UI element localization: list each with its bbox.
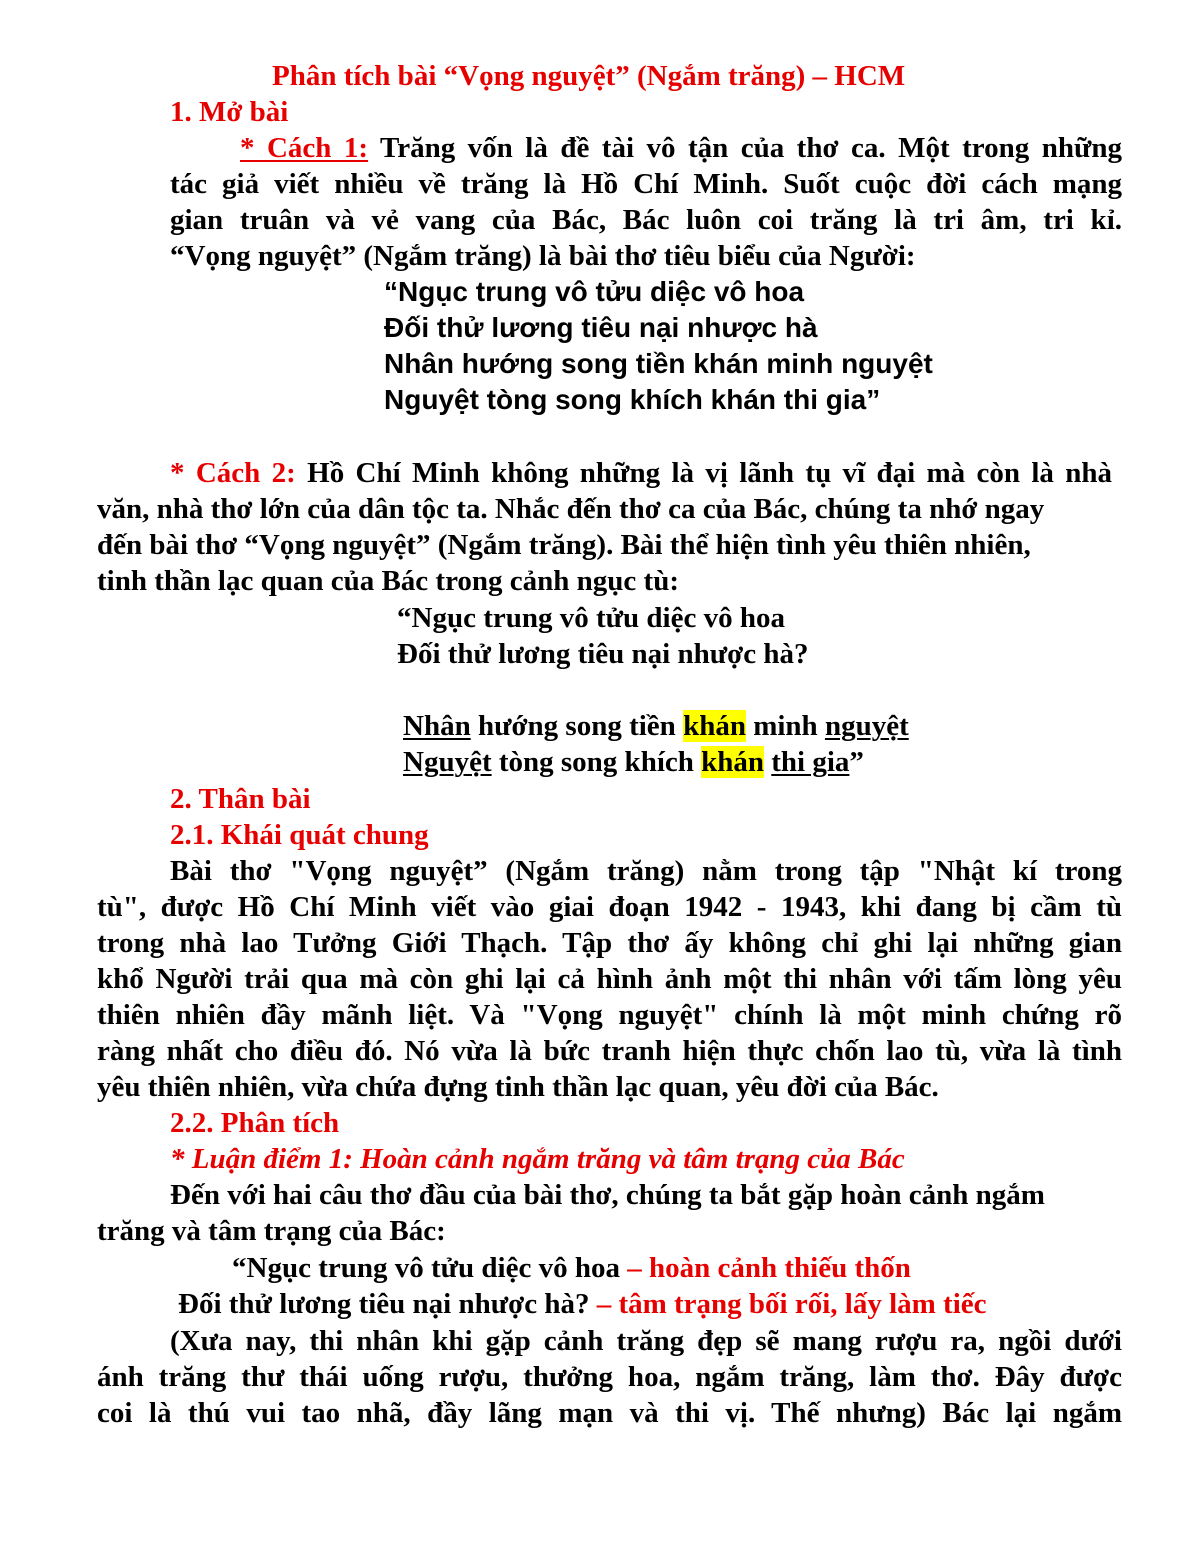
cach1-label: * Cách 1: xyxy=(240,132,369,164)
cach2-line: văn, nhà thơ lớn của dân tộc ta. Nhắc đến thơ ca của Bác, chúng ta nhớ ngay xyxy=(97,493,1045,525)
cach2-poem-line-4 xyxy=(403,744,864,780)
para-line: ánh trăng thư thái uống rượu, thưởng hoa, ngắm trăng, làm thơ. Đây được xyxy=(97,1361,1122,1393)
para-line: coi là thú vui tao nhã, đầy lãng mạn và thi vị. Thế nhưng) Bác lại ngắm xyxy=(97,1397,1122,1429)
cach1-first-line xyxy=(240,130,1122,166)
verse-note: – tâm trạng bối rối, lấy làm tiếc xyxy=(596,1288,987,1320)
verse-note: – hoàn cảnh thiếu thốn xyxy=(627,1252,911,1284)
para-line: khổ Người trải qua mà còn ghi lại cả hình ảnh một thi nhân với tấm lòng yêu xyxy=(97,963,1122,995)
highlighted-word: khán xyxy=(701,746,765,778)
poem-word: Nhân xyxy=(403,710,471,742)
poem-word: ” xyxy=(849,746,864,778)
cach1-line: “Vọng nguyệt” (Ngắm trăng) là bài thơ tiêu biểu của Người: xyxy=(170,240,916,272)
para-line: ràng nhất cho điều đó. Nó vừa là bức tranh hiện thực chốn lao tù, vừa là tình xyxy=(97,1035,1122,1067)
cach1-poem-line: Nhân hướng song tiền khán minh nguyệt xyxy=(384,348,933,379)
cach2-first-text: Hồ Chí Minh không những là vị lãnh tụ vĩ đại mà còn là nhà xyxy=(307,457,1112,489)
cach1-poem-line: Đối thử lương tiêu nại nhược hà xyxy=(384,312,818,343)
cach2-line: đến bài thơ “Vọng nguyệt” (Ngắm trăng). Bài thể hiện tình yêu thiên nhiên, xyxy=(97,529,1031,561)
cach1-line: gian truân và vẻ vang của Bác, Bác luôn coi trăng là tri âm, tri kỉ. xyxy=(170,204,1122,236)
subheading-khai-quat: 2.1. Khái quát chung xyxy=(170,819,429,851)
poem-word: nguyệt xyxy=(824,710,909,742)
verse-line-1 xyxy=(232,1250,911,1286)
para-line: trăng và tâm trạng của Bác: xyxy=(97,1215,446,1247)
argument-heading: * Luận điểm 1: Hoàn cảnh ngắm trăng và tâm trạng của Bác xyxy=(170,1143,905,1175)
verse-text: Đối thử lương tiêu nại nhược hà? xyxy=(178,1288,597,1320)
poem-word: minh xyxy=(745,710,825,742)
para-line: Đến với hai câu thơ đầu của bài thơ, chúng ta bắt gặp hoàn cảnh ngắm xyxy=(170,1179,1045,1211)
para-line: thiên nhiên đầy mãnh liệt. Và "Vọng nguyệt" chính là một minh chứng rõ xyxy=(97,999,1122,1031)
para-line: trong nhà lao Tưởng Giới Thạch. Tập thơ ấy không chỉ ghi lại những gian xyxy=(97,927,1122,959)
cach1-line: tác giả viết nhiều về trăng là Hồ Chí Minh. Suốt cuộc đời cách mạng xyxy=(170,168,1122,200)
cach2-first-line xyxy=(170,455,1112,491)
cach1-poem-line: Nguyệt tòng song khích khán thi gia” xyxy=(384,384,881,415)
document-title: Phân tích bài “Vọng nguyệt” (Ngắm trăng) – HCM xyxy=(272,60,906,92)
para-line: tù", được Hồ Chí Minh viết vào giai đoạn 1942 - 1943, khi đang bị cầm tù xyxy=(97,891,1122,923)
para-line: (Xưa nay, thi nhân khi gặp cảnh trăng đẹp sẽ mang rượu ra, ngồi dưới xyxy=(170,1325,1122,1357)
cach2-poem-line: Đối thử lương tiêu nại nhược hà? xyxy=(397,638,809,670)
highlighted-word: khán xyxy=(683,710,746,742)
poem-word: Nguyệt xyxy=(403,746,492,778)
verse-text: “Ngục trung vô tửu diệc vô hoa xyxy=(232,1252,628,1284)
cach2-label: * Cách 2: xyxy=(170,457,296,489)
para-line: yêu thiên nhiên, vừa chứa đựng tinh thần lạc quan, yêu đời của Bác. xyxy=(97,1071,939,1103)
verse-line-2 xyxy=(178,1286,987,1322)
cach1-first-text: Trăng vốn là đề tài vô tận của thơ ca. Một trong những xyxy=(380,132,1122,164)
cach2-poem-line-3 xyxy=(403,708,909,744)
cach1-poem-line: “Ngục trung vô tửu diệc vô hoa xyxy=(384,276,805,307)
section-heading-than-bai: 2. Thân bài xyxy=(170,783,311,815)
poem-word: tòng song khích xyxy=(491,746,702,778)
poem-word: hướng song tiền xyxy=(470,710,684,742)
section-heading-mo-bai: 1. Mở bài xyxy=(170,96,289,128)
cach2-poem-text: “Ngục trung vô tửu diệc vô hoa xyxy=(397,602,785,634)
cach2-poem-line xyxy=(397,600,785,636)
poem-word: thi gia xyxy=(771,746,850,778)
para-line: Bài thơ "Vọng nguyệt” (Ngắm trăng) nằm trong tập "Nhật kí trong xyxy=(170,855,1122,887)
subheading-phan-tich: 2.2. Phân tích xyxy=(170,1107,340,1139)
cach2-line: tinh thần lạc quan của Bác trong cảnh ngục tù: xyxy=(97,565,679,597)
